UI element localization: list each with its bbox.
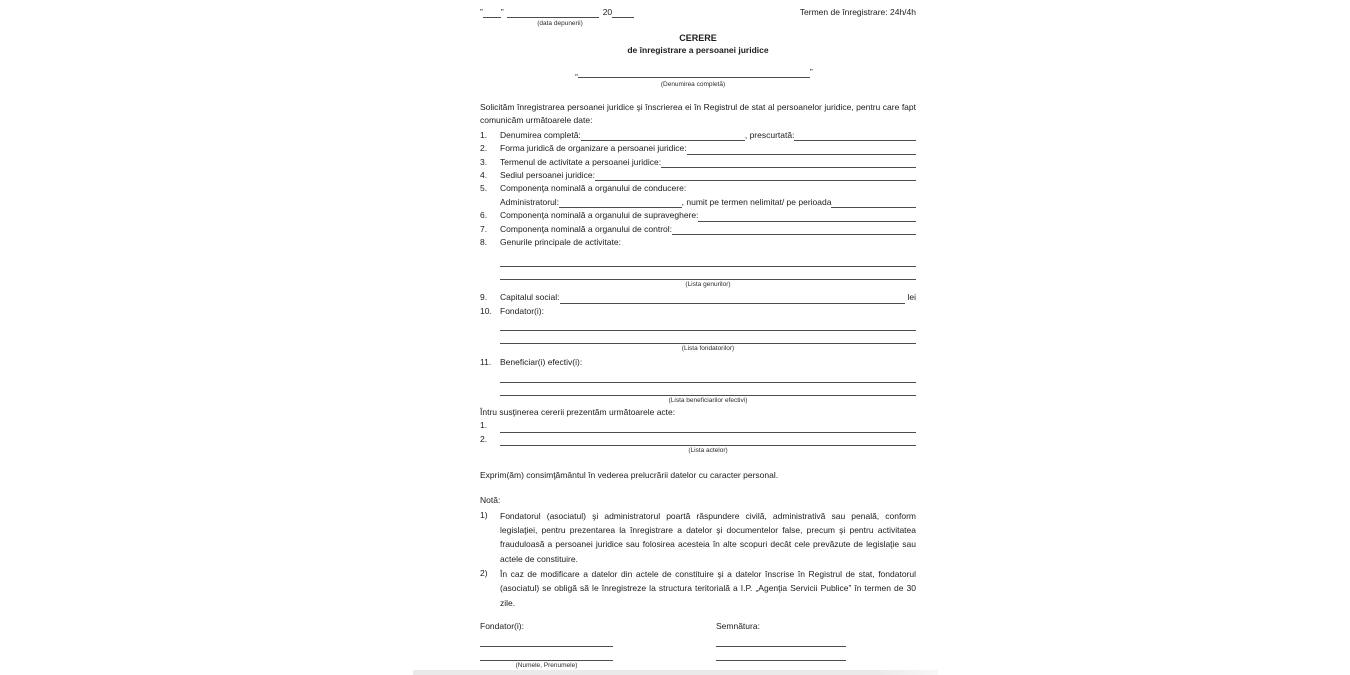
item-label: Genurile principale de activitate: [500,237,621,248]
date-line [480,6,800,19]
list-item-9 [480,291,916,304]
numbered-list [480,129,916,405]
item-label: Forma juridică de organizare a persoanei juridice: [500,143,687,154]
address-blank [595,173,916,181]
date-open-quote: ” [480,6,483,17]
list-item-4 [480,169,916,182]
currency-label: lei [907,292,916,303]
item-number: 1. [480,129,488,140]
list-item-3 [480,156,916,169]
item-label: Denumirea completă: [500,129,581,140]
signature-block [480,620,916,670]
date-year-prefix: 20 [602,6,613,17]
full-name-blank [581,133,745,141]
item-number: 11. [480,357,492,368]
beneficiaries-blank-line-1 [500,370,916,383]
name-open-quote: „ [575,66,578,77]
item-label: , prescurtată: [744,129,795,140]
list-item-10 [480,305,916,318]
beneficiaries-blank-line-2 [500,383,916,396]
list-item-7 [480,223,916,236]
item-number: 8. [480,237,488,248]
item-label: Administratorul: [500,196,560,207]
founder-name-line-1 [480,633,613,647]
form-subtitle: de înregistrare a persoanei juridice [627,45,769,55]
capital-blank [560,296,906,304]
founder-name-line-2 [480,647,613,661]
item-label: Componenţa nominală a organului de conducere: [500,183,687,194]
note-title: Notă: [480,495,501,506]
activities-blank-line-2 [500,267,916,280]
item-label: Fondator(i): [500,305,544,316]
item-label: Componenţa nominală a organului de supraveghere: [500,210,699,221]
date-month-blank [507,10,599,18]
administrator-blank [559,200,682,208]
act-blank-line-2 [500,434,916,446]
item-number: 7. [480,223,488,234]
control-body-blank [672,227,916,235]
item-label: Capitalul social: [500,292,560,303]
registration-term-label: Termen de înregistrare: 24h/4h [799,6,916,17]
consent-statement: Exprim(ăm) consimţământul în vederea prelucrării datelor cu caracter personal. [480,469,779,480]
list-item-5-subline [500,196,916,209]
list-item-11 [480,356,916,369]
note-number: 2) [480,567,488,578]
date-year-blank [612,10,634,18]
signature-label: Semnătura: [716,620,760,631]
item-number: 1. [480,420,488,431]
acts-intro: Întru susţinerea cererii prezentăm următoarele acte: [480,406,676,417]
item-label: Componenţa nominală a organului de control: [500,223,673,234]
beneficiaries-caption: (Lista beneficiarilor efectivi) [668,396,748,404]
founders-blank-line-2 [500,331,916,344]
item-label: , numit pe termen nelimitat/ pe perioada [681,196,832,207]
founders-caption: (Lista fondatorilor) [681,345,735,353]
item-label: Beneficiar(i) efectiv(i): [500,357,583,368]
period-blank [831,200,916,208]
document-page [480,8,916,670]
form-title: CERERE [679,33,717,43]
supervisory-body-blank [698,214,916,222]
activities-caption: (Lista genurilor) [685,281,731,289]
note-text: În caz de modificare a datelor din actele de constituire şi a datelor înscrise în Registrul de stat, fondatorul (asociatul) se obligă să le înregistreze la structura teritorială a I.P. „Agenţia Servicii Publice” în termen de 30 zile. [500,568,916,608]
activities-blank-line-1 [500,249,916,267]
item-number: 4. [480,170,488,181]
page-bottom-edge [413,670,938,675]
list-item-8 [480,236,916,249]
name-close-quote: ” [809,66,813,77]
activity-term-blank [661,160,916,168]
list-item-6 [480,209,916,222]
note-item-2 [480,567,916,610]
list-item-5 [480,182,916,195]
item-label: Sediul persoanei juridice: [500,170,595,181]
date-day-blank [483,10,501,18]
item-number: 10. [480,305,492,316]
list-item-1 [480,129,916,142]
item-label: Termenul de activitate a persoanei juridice: [500,156,662,167]
note-text: Fondatorul (asociatul) şi administratorul poartă răspundere civilă, administrativă sau penală, conform legislaţiei, pentru prezentarea la înregistrare a datelor şi documentelor false, precum şi pentru activitatea frauduloasă a persoanei juridice sau folosirea acesteia în alte scopuri decât cele prevăzute de legislaţie sau actele de constituire. [500,510,916,564]
legal-form-blank [687,147,916,155]
company-name-line [575,68,916,79]
signature-line-1 [716,633,846,647]
note-number: 1) [480,509,488,520]
founder-label: Fondator(i): [480,620,524,631]
date-caption: (data depunerii) [537,20,583,27]
item-number: 9. [480,292,488,303]
item-number: 5. [480,183,488,194]
document-header-row [480,8,916,19]
act-blank-line-1 [500,421,916,433]
founder-signature-column [480,620,716,670]
note-item-1 [480,509,916,566]
signature-column [716,620,846,670]
short-name-blank [794,133,916,141]
founder-name-caption: (Numele, Prenumele) [515,662,578,670]
item-number: 2. [480,433,488,444]
intro-paragraph: Solicităm înregistrarea persoanei juridice şi înscrierea ei în Registrul de stat al persoanelor juridice, pentru care fapt comunicăm următoarele date: [480,102,916,126]
date-close-quote: ” [500,6,504,17]
item-number: 3. [480,156,488,167]
item-number: 2. [480,143,488,154]
item-number: 6. [480,210,488,221]
acts-caption: (Lista actelor) [688,446,728,454]
company-name-caption: (Denumirea completă) [660,81,726,88]
act-row-1 [480,419,916,432]
act-row-2 [480,433,916,446]
list-item-2 [480,142,916,155]
company-name-blank [578,70,810,78]
founders-blank-line-1 [500,318,916,331]
signature-line-2 [716,647,846,661]
